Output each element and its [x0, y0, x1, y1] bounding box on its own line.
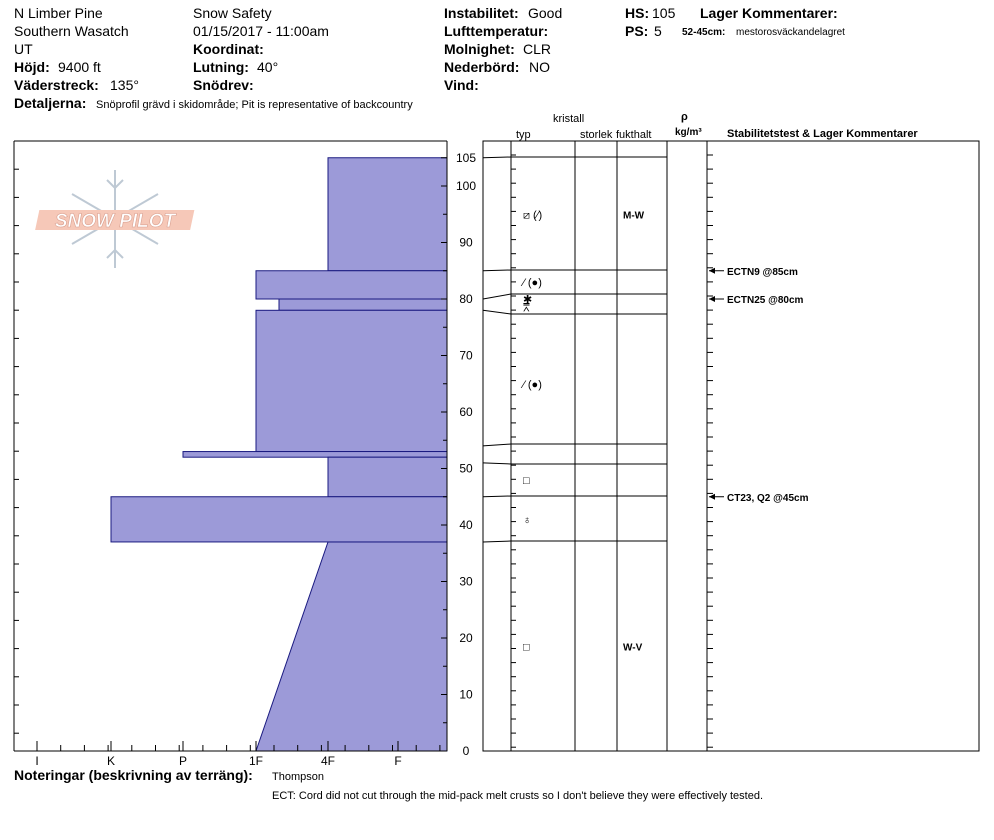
- stability-arrowhead: [709, 268, 715, 274]
- depth-tick-label: 60: [459, 405, 473, 419]
- layer-comment: mestorosväckandelagret: [736, 27, 845, 38]
- elevation-label: Höjd:: [14, 59, 50, 75]
- hardness-layer: [256, 542, 447, 751]
- aspect-label: Väderstreck:: [14, 77, 99, 93]
- layer-connector: [483, 444, 511, 446]
- depth-tick-label: 90: [459, 235, 473, 250]
- snowpilot-logo: [35, 170, 194, 268]
- hardness-tick-label: P: [178, 754, 188, 768]
- grain-type-symbol: ♁: [523, 514, 532, 527]
- hs: 105: [652, 5, 676, 21]
- details: Snöprofil grävd i skidområde; Pit is representative of backcountry: [96, 99, 413, 111]
- depth-tick-label: 100: [455, 179, 477, 193]
- type-header: typ: [516, 129, 531, 141]
- datetime: 01/15/2017 - 11:00am: [193, 23, 329, 39]
- layer-connector: [483, 541, 511, 542]
- airtemp-label: Lufttemperatur:: [444, 23, 549, 39]
- stability-test-label: ECTN25 @80cm: [727, 295, 804, 306]
- location: N Limber Pine: [14, 5, 103, 21]
- hardness-layer: [256, 310, 447, 451]
- depth-tick-label: 50: [459, 461, 473, 476]
- rho-header: ρ: [681, 111, 688, 123]
- layer-connector: [483, 294, 511, 299]
- moisture-label: W-V: [623, 642, 643, 654]
- depth-tick-label: 70: [459, 348, 473, 363]
- wind-label: Vind:: [444, 77, 479, 93]
- hardness-profile: [111, 158, 447, 751]
- grain-type-symbol: ⩞: [523, 302, 530, 315]
- ps: 5: [654, 23, 662, 39]
- range: Southern Wasatch: [14, 23, 129, 39]
- stability-test-label: CT23, Q2 @45cm: [727, 492, 809, 504]
- sky: CLR: [523, 41, 552, 57]
- details-label: Detaljerna:: [14, 95, 87, 111]
- slope-label: Lutning:: [193, 59, 249, 75]
- size-header: storlek: [580, 129, 613, 141]
- drift-label: Snödrev:: [193, 77, 254, 93]
- depth-tick-label: 80: [459, 292, 473, 306]
- state: UT: [14, 41, 33, 57]
- hardness-layer: [256, 271, 447, 299]
- moisture-header: fukthalt: [616, 129, 652, 141]
- table-border: [483, 141, 979, 751]
- depth-tick-label: 20: [459, 631, 473, 645]
- hardness-tick-label: 1F: [248, 754, 264, 768]
- hardness-layer: [111, 497, 447, 542]
- notes-label: Noteringar (beskrivning av terräng):: [14, 767, 253, 783]
- notes: Thompson: [272, 771, 324, 783]
- grain-type-symbol: □: [523, 641, 530, 654]
- layer-comment-range: 52-45cm:: [682, 27, 726, 38]
- stability-test-label: ECTN9 @85cm: [727, 266, 798, 278]
- hardness-layer: [328, 457, 447, 497]
- precip-label: Nederbörd:: [444, 59, 520, 75]
- density-unit-header: kg/m³: [675, 127, 702, 138]
- layer-connector: [483, 310, 511, 314]
- hardness-tick-label: F: [394, 754, 402, 768]
- depth-tick-label: 40: [459, 518, 473, 532]
- hs-label: HS:: [625, 5, 650, 21]
- stability-label: Instabilitet:: [444, 5, 519, 21]
- org: Snow Safety: [193, 5, 272, 21]
- sky-label: Molnighet:: [444, 41, 515, 57]
- grain-type-symbol: ⁄ (●): [523, 378, 542, 391]
- layer-comments-label: Lager Kommentarer:: [700, 5, 838, 21]
- grain-type-symbol: ✱: [523, 294, 533, 306]
- stability-arrowhead: [709, 296, 715, 302]
- layer-connector: [483, 496, 511, 497]
- depth-tick-label: 0: [462, 744, 470, 758]
- moisture-label: M-W: [623, 210, 645, 222]
- elevation: 9400 ft: [58, 59, 101, 75]
- hardness-layer: [183, 452, 447, 458]
- aspect: 135°: [110, 77, 139, 93]
- hardness-layer: [279, 299, 447, 310]
- crystal-header: kristall: [553, 113, 585, 125]
- hardness-tick-label: I: [35, 754, 39, 768]
- logo-text: SNOW PILOT: [54, 211, 176, 232]
- precip: NO: [529, 59, 550, 75]
- ps-label: PS:: [625, 23, 649, 39]
- ect-note: ECT: Cord did not cut through the mid-pack melt crusts so I don't believe they were effectively tested.: [272, 790, 764, 802]
- layer-connector: [483, 270, 511, 271]
- layer-table: [483, 141, 979, 751]
- depth-tick-label: 105: [455, 150, 477, 165]
- depth-tick-label: 10: [459, 687, 473, 702]
- hardness-layer: [328, 158, 447, 271]
- depth-tick-label: 30: [459, 574, 473, 589]
- grain-type-symbol: ⧄ (⁄): [523, 209, 543, 222]
- grain-type-symbol: □: [523, 474, 530, 487]
- hardness-tick-label: 4F: [320, 754, 336, 768]
- grain-type-symbol: ⁄ (●): [523, 277, 542, 290]
- stability-arrowhead: [709, 494, 715, 500]
- slope: 40°: [257, 59, 279, 75]
- layer-connector: [483, 157, 511, 158]
- layer-connector: [483, 463, 511, 464]
- stability: Good: [528, 5, 563, 21]
- hardness-tick-label: K: [106, 754, 116, 768]
- coord-label: Koordinat:: [193, 41, 264, 57]
- stability-header: Stabilitetstest & Lager Kommentarer: [727, 128, 918, 140]
